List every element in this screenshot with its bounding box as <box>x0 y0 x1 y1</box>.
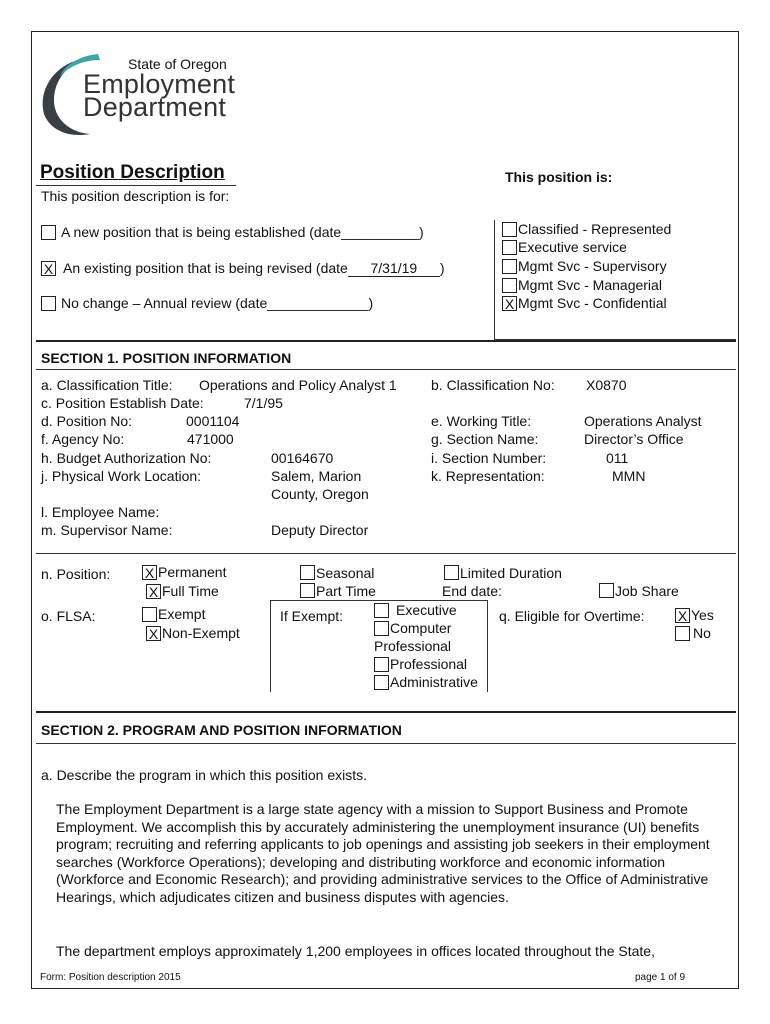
professional-exempt-label: Professional <box>390 656 468 672</box>
employee-name-label: l. Employee Name: <box>41 504 160 520</box>
classified-represented-label: Classified - Represented <box>518 221 672 237</box>
job-share-label: Job Share <box>615 583 679 599</box>
budget-auth: 00164670 <box>271 450 334 466</box>
location-label: j. Physical Work Location: <box>41 468 202 484</box>
computer-exempt-label: Computer <box>390 620 452 636</box>
classified-represented-checkbox[interactable] <box>502 222 517 237</box>
mgmt-confidential-checkbox[interactable]: X <box>502 296 517 311</box>
seasonal-checkbox[interactable] <box>300 565 315 580</box>
executive-service-checkbox[interactable] <box>502 240 517 255</box>
executive-exempt-label: Executive <box>396 602 457 618</box>
classification-no-label: b. Classification No: <box>431 377 555 393</box>
no-change-label: No change – Annual review (date_____________) <box>61 295 374 311</box>
location-line1: Salem, Marion <box>271 468 362 484</box>
classification-no: X0870 <box>586 377 627 393</box>
end-date-label: End date: <box>442 583 502 599</box>
flsa-label: o. FLSA: <box>41 608 96 624</box>
executive-service-label: Executive service <box>518 239 627 255</box>
exempt-label: Exempt <box>158 606 206 622</box>
working-title-label: e. Working Title: <box>431 413 532 429</box>
seasonal-label: Seasonal <box>316 565 375 581</box>
administrative-exempt-checkbox[interactable] <box>374 675 389 690</box>
section-number: 011 <box>606 450 629 466</box>
classification-title: Operations and Policy Analyst 1 <box>199 377 397 393</box>
section-name-label: g. Section Name: <box>431 431 539 447</box>
overtime-no-checkbox[interactable] <box>675 626 690 641</box>
revised-position-label: An existing position that is being revised (date 7/31/19 ) <box>63 260 445 276</box>
supervisor-name-label: m. Supervisor Name: <box>41 522 173 538</box>
exempt-checkbox[interactable] <box>142 607 157 622</box>
new-position-checkbox[interactable] <box>41 225 56 240</box>
part-time-checkbox[interactable] <box>300 583 315 598</box>
mgmt-supervisory-checkbox[interactable] <box>502 259 517 274</box>
mgmt-confidential-label: Mgmt Svc - Confidential <box>518 295 667 311</box>
location-line2: County, Oregon <box>271 486 369 502</box>
revised-date: 7/31/19 <box>348 260 440 277</box>
position-no-label: d. Position No: <box>41 413 133 429</box>
revised-position-checkbox[interactable]: X <box>41 261 56 276</box>
agency-no: 471000 <box>187 431 234 447</box>
program-paragraph-1: The Employment Department is a large state agency with a mission to Support Business and Promote Employment. We accomplish this by accurately administering the unemployment insurance (UI) benefits program; recruiting and referring applicants to job openings and assisting job seekers in their employment searches (Workforce Operations); developing and distributing workforce and economic information (Workforce and Economic Research); and providing administrative services to the Office of Administrative Hearings, which adjudicates citizen and business disputes with agencies. <box>56 801 710 905</box>
program-paragraph-2: The department employs approximately 1,200 employees in offices located throughout the State, <box>56 943 655 959</box>
limited-duration-checkbox[interactable] <box>444 565 459 580</box>
agency-no-label: f. Agency No: <box>41 431 125 447</box>
permanent-label: Permanent <box>158 564 227 580</box>
establish-date-label: c. Position Establish Date: <box>41 395 204 411</box>
logo-department-text: Department <box>83 92 227 122</box>
classification-title-label: a. Classification Title: <box>41 377 173 393</box>
representation: MMN <box>612 468 646 484</box>
mgmt-managerial-checkbox[interactable] <box>502 278 517 293</box>
logo-employment-text: Employment <box>83 69 236 99</box>
establish-date: 7/1/95 <box>244 395 283 411</box>
section-number-label: i. Section Number: <box>431 450 547 466</box>
if-exempt-label: If Exempt: <box>280 608 344 624</box>
part-time-label: Part Time <box>316 583 376 599</box>
section1-heading: SECTION 1. POSITION INFORMATION <box>41 350 292 366</box>
computer-professional-label: Professional <box>374 638 452 654</box>
position-label: n. Position: <box>41 566 111 582</box>
budget-auth-label: h. Budget Authorization No: <box>41 450 212 466</box>
no-change-checkbox[interactable] <box>41 296 56 311</box>
logo-state-text: State of Oregon <box>128 56 227 72</box>
representation-label: k. Representation: <box>431 468 545 484</box>
executive-exempt-checkbox[interactable] <box>374 603 389 618</box>
overtime-label: q. Eligible for Overtime: <box>499 608 645 624</box>
job-share-checkbox[interactable] <box>599 583 614 598</box>
full-time-label: Full Time <box>162 583 219 599</box>
overtime-no-label: No <box>693 625 711 641</box>
non-exempt-label: Non-Exempt <box>162 625 240 641</box>
supervisor-name: Deputy Director <box>271 522 369 538</box>
computer-exempt-checkbox[interactable] <box>374 621 389 636</box>
mgmt-supervisory-label: Mgmt Svc - Supervisory <box>518 258 667 274</box>
permanent-checkbox[interactable]: X <box>142 565 157 580</box>
mgmt-managerial-label: Mgmt Svc - Managerial <box>518 277 662 293</box>
administrative-exempt-label: Administrative <box>390 674 478 690</box>
footer-form-name: Form: Position description 2015 <box>40 972 181 983</box>
position-is-label: This position is: <box>505 169 613 185</box>
non-exempt-checkbox[interactable]: X <box>146 626 161 641</box>
overtime-yes-label: Yes <box>691 607 714 623</box>
overtime-yes-checkbox[interactable]: X <box>675 608 690 623</box>
footer-page-number: page 1 of 9 <box>635 972 686 983</box>
section2-heading: SECTION 2. PROGRAM AND POSITION INFORMATION <box>41 722 402 738</box>
limited-duration-label: Limited Duration <box>460 565 562 581</box>
professional-exempt-checkbox[interactable] <box>374 657 389 672</box>
page-title: Position Description <box>40 162 225 183</box>
new-position-label: A new position that is being established (date__________) <box>61 224 424 240</box>
section-name: Director’s Office <box>584 431 684 447</box>
description-for-label: This position description is for: <box>41 188 230 204</box>
full-time-checkbox[interactable]: X <box>146 584 161 599</box>
working-title: Operations Analyst <box>584 413 702 429</box>
position-no: 0001104 <box>186 413 240 429</box>
program-question: a. Describe the program in which this position exists. <box>41 767 368 783</box>
